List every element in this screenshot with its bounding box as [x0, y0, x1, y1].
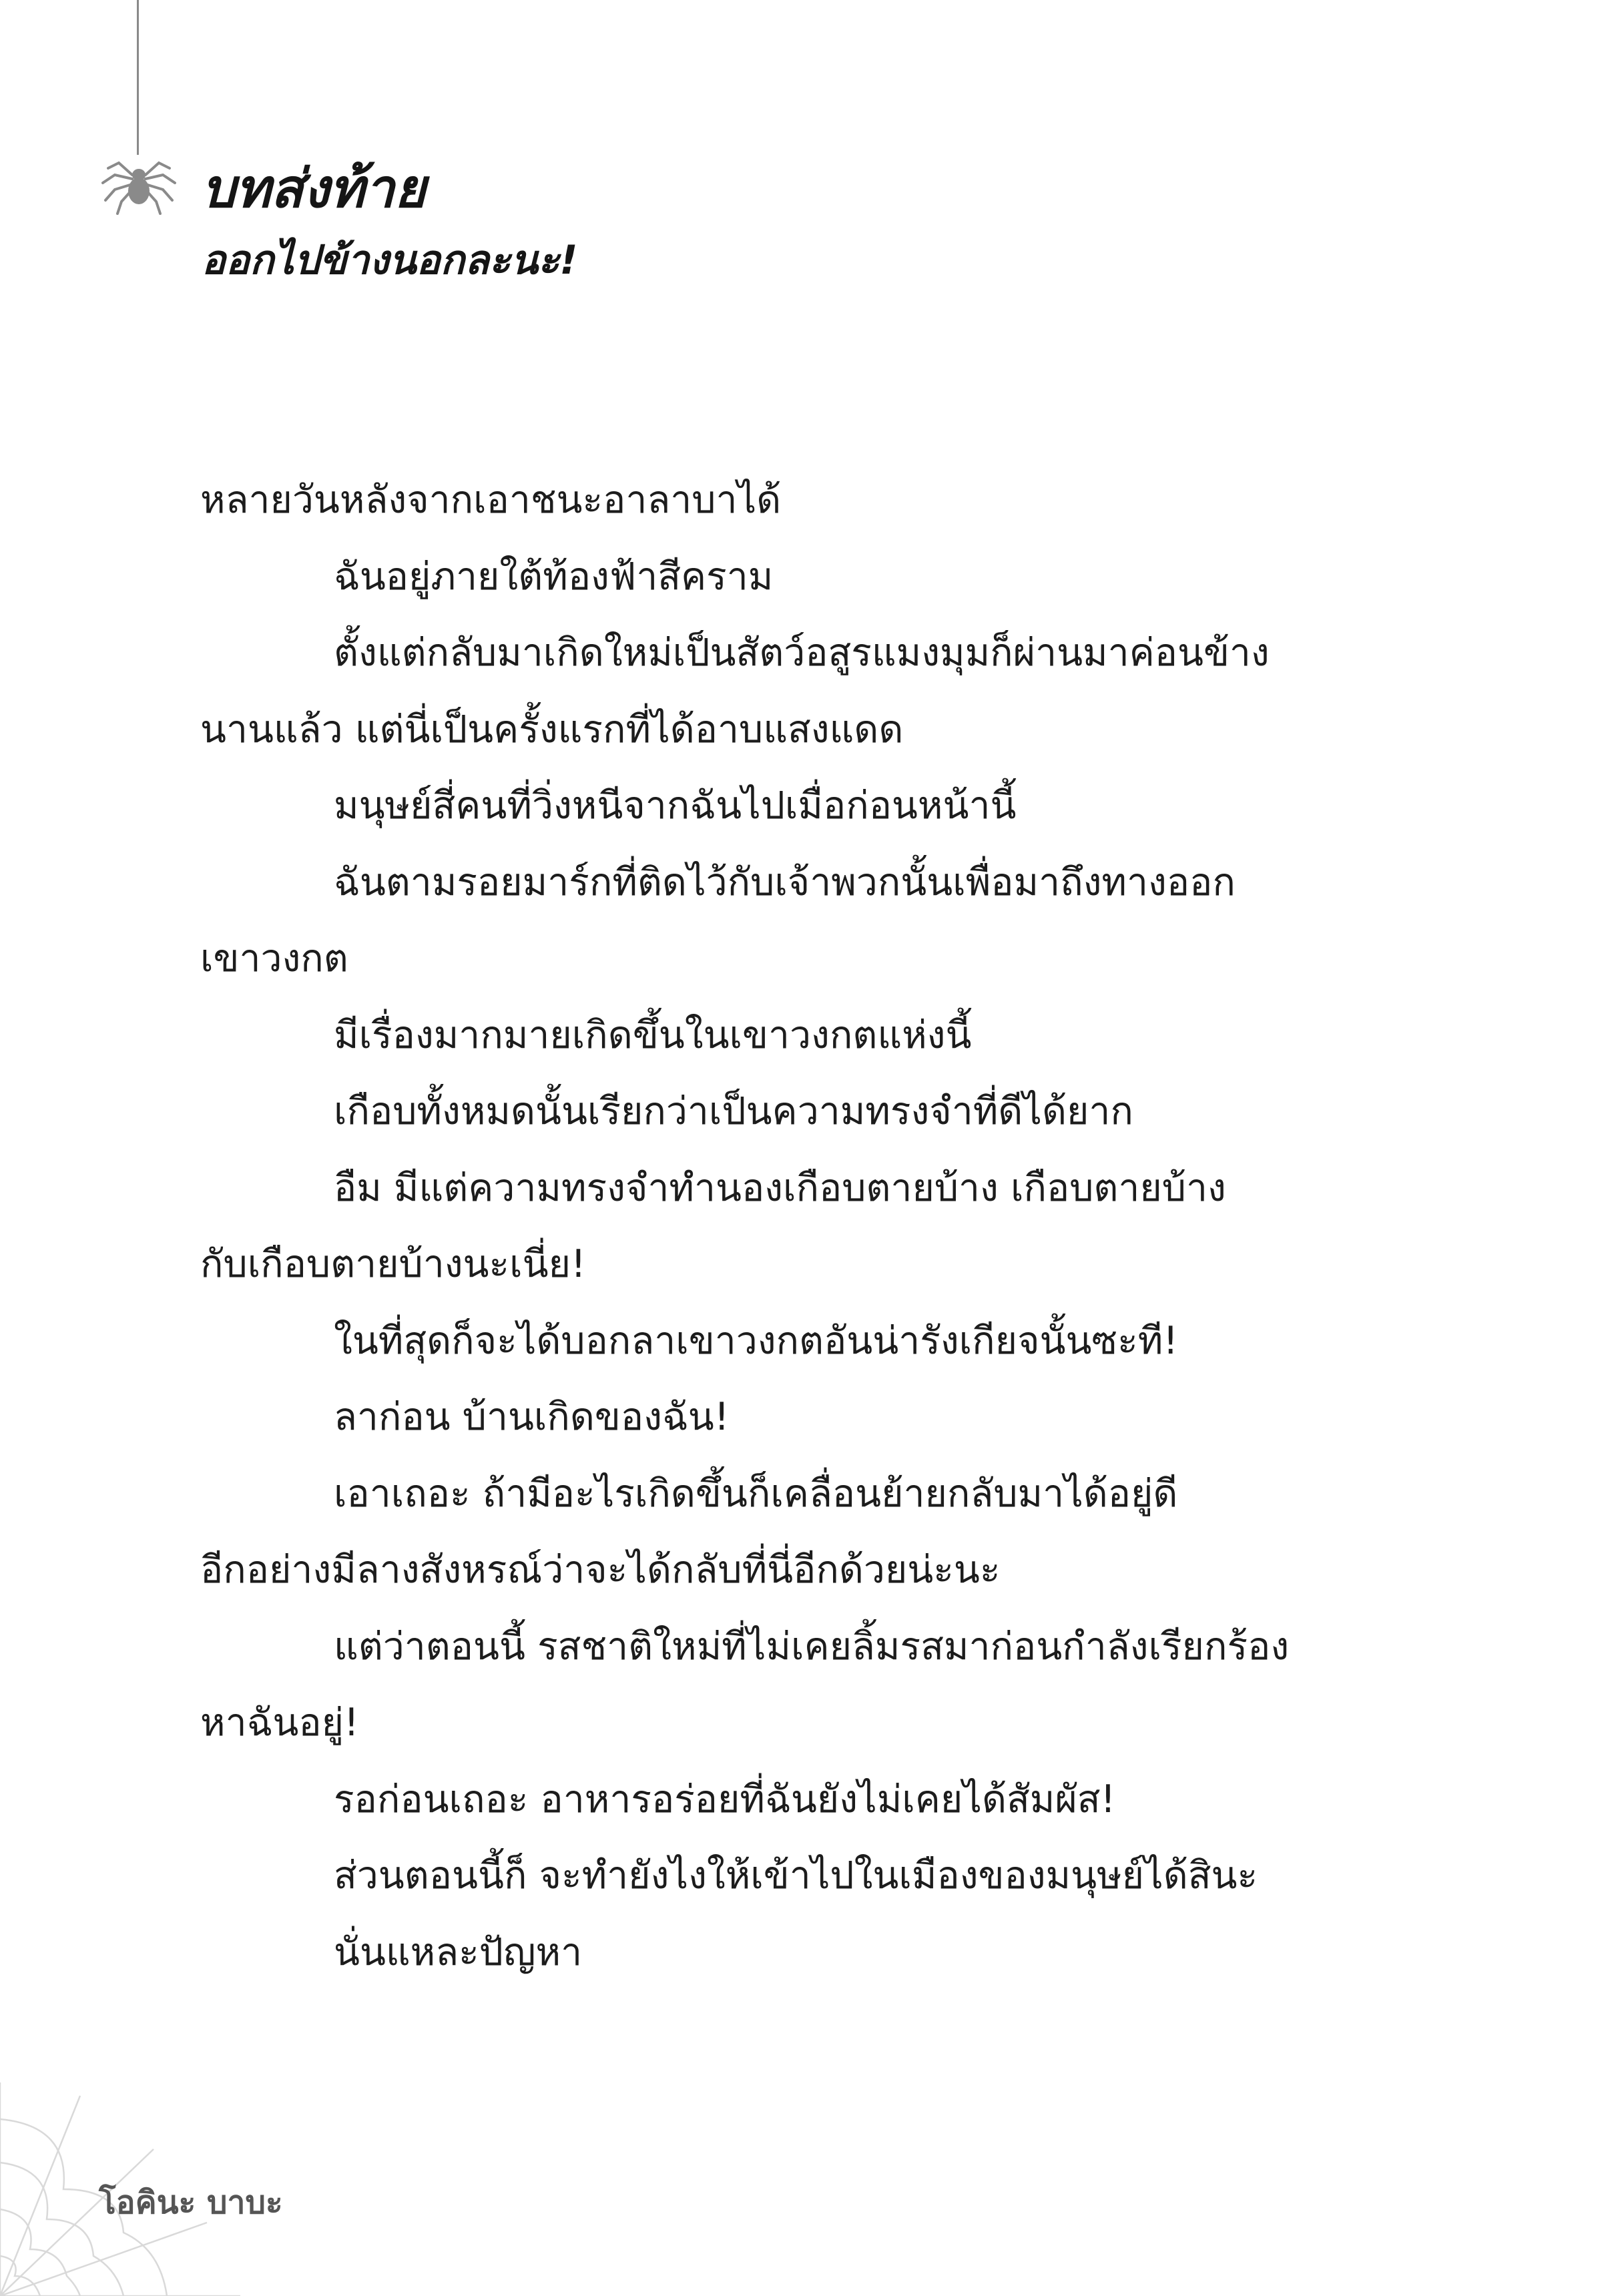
body-line: อืม มีแต่ความทรงจำทำนองเกือบตายบ้าง เกือบตายบ้าง: [334, 1165, 1226, 1210]
body-line: หาฉันอยู่!: [200, 1701, 359, 1745]
body-line: นั่นแหละปัญหา: [334, 1930, 583, 1974]
body-line: มีเรื่องมากมายเกิดขึ้นในเขาวงกตแห่งนี้: [334, 1013, 972, 1057]
chapter-title: บทส่งท้าย: [202, 158, 426, 220]
body-line: ส่วนตอนนี้ก็ จะทำยังไงให้เข้าไปในเมืองของมนุษย์ได้สินะ: [334, 1853, 1258, 1898]
body-line: มนุษย์สี่คนที่วิ่งหนีจากฉันไปเมื่อก่อนหน้านี้: [334, 784, 1017, 828]
spider-thread: [137, 0, 139, 155]
spider-icon: [99, 148, 179, 215]
body-line: ฉันอยู่ภายใต้ท้องฟ้าสีคราม: [334, 554, 774, 599]
body-line: นานแล้ว แต่นี่เป็นครั้งแรกที่ได้อาบแสงแดด: [200, 707, 904, 752]
body-line: แต่ว่าตอนนี้ รสชาติใหม่ที่ไม่เคยลิ้มรสมาก่อนกำลังเรียกร้อง: [334, 1624, 1290, 1669]
footer-author: โอคินะ บาบะ: [99, 2184, 283, 2221]
spider-web-icon: [0, 2056, 240, 2296]
chapter-heading: [202, 152, 578, 292]
body-line: เอาเถอะ ถ้ามีอะไรเกิดขึ้นก็เคลื่อนย้ายกลับมาได้อยู่ดี: [334, 1471, 1178, 1516]
body-line: อีกอย่างมีลางสังหรณ์ว่าจะได้กลับที่นี่อีกด้วยน่ะนะ: [200, 1548, 1001, 1592]
body-line: ตั้งแต่กลับมาเกิดใหม่เป็นสัตว์อสูรแมงมุมก็ผ่านมาค่อนข้าง: [334, 631, 1270, 675]
body-line: ในที่สุดก็จะได้บอกลาเขาวงกตอันน่ารังเกียจนั้นซะที!: [334, 1318, 1179, 1363]
body-text: [200, 462, 1408, 1990]
body-line: ฉันตามรอยมาร์กที่ติดไว้กับเจ้าพวกนั้นเพื่อมาถึงทางออก: [334, 860, 1236, 904]
chapter-subtitle: ออกไปข้างนอกละนะ!: [202, 237, 578, 284]
body-line: รอก่อนเถอะ อาหารอร่อยที่ฉันยังไม่เคยได้สัมผัส!: [334, 1777, 1116, 1821]
body-line: กับเกือบตายบ้างนะเนี่ย!: [200, 1242, 586, 1286]
body-line: หลายวันหลังจากเอาชนะอาลาบาได้: [200, 478, 782, 522]
body-line: ลาก่อน บ้านเกิดของฉัน!: [334, 1395, 730, 1439]
body-line: เขาวงกต: [200, 936, 348, 980]
body-line: เกือบทั้งหมดนั้นเรียกว่าเป็นความทรงจำที่ดีได้ยาก: [334, 1089, 1133, 1133]
